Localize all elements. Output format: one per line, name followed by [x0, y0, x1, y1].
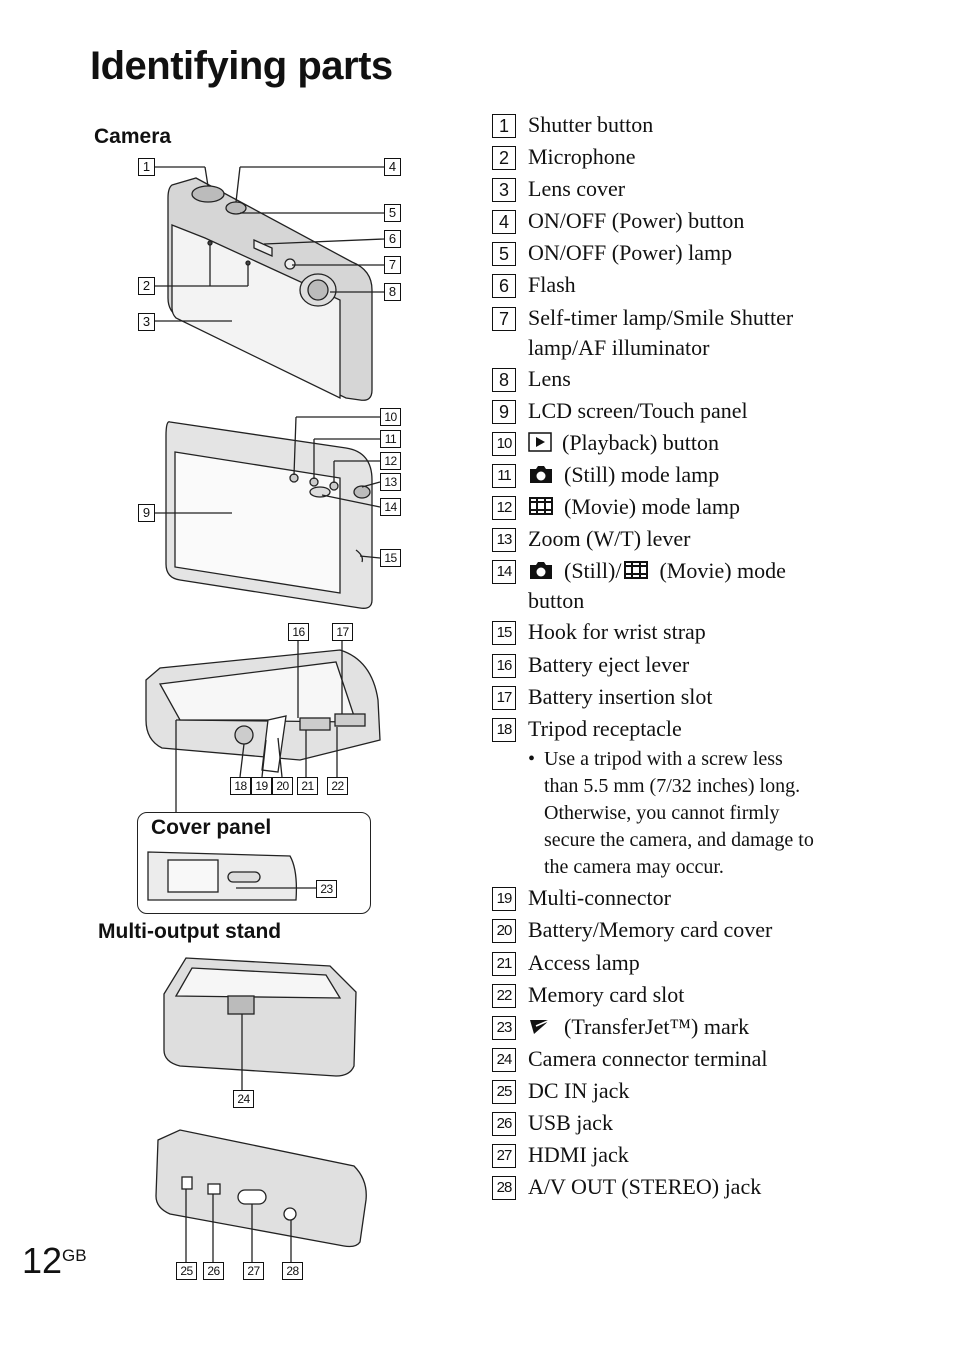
legend-text: Microphone — [528, 144, 636, 169]
legend-number: 16 — [492, 654, 516, 678]
legend-text: (Movie) mode lamp — [564, 494, 740, 519]
callout-7: 7 — [384, 256, 401, 274]
legend-text: Self-timer lamp/Smile Shutter — [528, 305, 794, 330]
callout-9: 9 — [138, 504, 155, 522]
playback-icon — [528, 430, 552, 460]
note-line: the camera may occur. — [544, 856, 724, 878]
legend-text: Battery/Memory card cover — [528, 917, 773, 942]
note-line: secure the camera, and damage to — [544, 829, 814, 851]
callout-10: 10 — [380, 408, 401, 426]
callout-22: 22 — [327, 777, 348, 795]
legend-text: (Still)/ — [564, 558, 622, 583]
legend-number: 3 — [492, 178, 516, 202]
callout-21: 21 — [297, 777, 318, 795]
legend-number: 6 — [492, 274, 516, 298]
legend-text: (Movie) mode — [659, 558, 786, 583]
film-icon — [623, 558, 649, 588]
legend-number: 7 — [492, 307, 516, 331]
legend-number: 15 — [492, 621, 516, 645]
callout-15: 15 — [380, 549, 401, 567]
legend-number: 25 — [492, 1080, 516, 1104]
legend-text: A/V OUT (STEREO) jack — [528, 1174, 762, 1199]
legend-number: 2 — [492, 146, 516, 170]
note-line: than 5.5 mm (7/32 inches) long. — [544, 775, 801, 797]
transferjet-icon — [528, 1014, 554, 1044]
legend-number: 17 — [492, 686, 516, 710]
legend-number: 12 — [492, 496, 516, 520]
stand-section-label: Multi-output stand — [98, 920, 282, 943]
note-line: Use a tripod with a screw less — [544, 748, 783, 770]
callout-4: 4 — [384, 158, 401, 176]
page-number — [22, 1240, 87, 1282]
camera-section-label: Camera — [94, 125, 172, 148]
legend-text-continuation: button — [528, 588, 585, 613]
legend-number: 13 — [492, 528, 516, 552]
legend-text: HDMI jack — [528, 1142, 629, 1167]
cover-panel-illustration — [148, 852, 316, 900]
legend-text-row — [528, 556, 928, 588]
legend-text: Multi-connector — [528, 885, 671, 910]
callout-8: 8 — [384, 283, 401, 301]
legend-text: Memory card slot — [528, 982, 685, 1007]
callout-20: 20 — [272, 777, 293, 795]
legend-number: 22 — [492, 984, 516, 1008]
legend-text: Battery eject lever — [528, 652, 690, 677]
legend-text: Flash — [528, 272, 576, 297]
camera-back-illustration — [155, 417, 380, 608]
legend-text: Access lamp — [528, 950, 640, 975]
legend-text: Hook for wrist strap — [528, 619, 706, 644]
cover-panel-label: Cover panel — [151, 816, 272, 839]
legend-text-continuation: lamp/AF illuminator — [528, 335, 710, 360]
stand-top-illustration — [164, 958, 356, 1090]
legend-number: 21 — [492, 952, 516, 976]
callout-12: 12 — [380, 452, 401, 470]
legend-number: 10 — [492, 432, 516, 456]
legend-number: 27 — [492, 1144, 516, 1168]
legend-text: Lens cover — [528, 176, 626, 201]
callout-3: 3 — [138, 313, 155, 331]
legend-number: 20 — [492, 919, 516, 943]
callout-2: 2 — [138, 277, 155, 295]
legend-number: 28 — [492, 1176, 516, 1200]
legend-text: (Still) mode lamp — [564, 462, 720, 487]
callout-24: 24 — [233, 1090, 254, 1108]
legend-text-row — [528, 428, 928, 460]
legend-text-row — [528, 1012, 928, 1044]
callout-1: 1 — [138, 158, 155, 176]
callout-17: 17 — [332, 623, 353, 641]
note-line: Otherwise, you cannot firmly — [544, 802, 780, 824]
camera-front-illustration — [155, 167, 384, 400]
legend-text: (Playback) button — [562, 430, 720, 455]
legend-text: Shutter button — [528, 112, 654, 137]
legend-text: USB jack — [528, 1110, 613, 1135]
legend-text: Tripod receptacle — [528, 716, 682, 741]
callout-6: 6 — [384, 230, 401, 248]
callout-5: 5 — [384, 204, 401, 222]
callout-16: 16 — [288, 623, 309, 641]
legend-text: Battery insertion slot — [528, 684, 713, 709]
legend-number: 4 — [492, 210, 516, 234]
callout-25: 25 — [176, 1262, 197, 1280]
legend-number: 24 — [492, 1048, 516, 1072]
callout-18: 18 — [230, 777, 251, 795]
callout-26: 26 — [203, 1262, 224, 1280]
legend-text: LCD screen/Touch panel — [528, 398, 748, 423]
legend-text: DC IN jack — [528, 1078, 630, 1103]
callout-19: 19 — [251, 777, 272, 795]
film-icon — [528, 494, 554, 524]
legend-number: 8 — [492, 368, 516, 392]
legend-number: 9 — [492, 400, 516, 424]
legend-text: ON/OFF (Power) button — [528, 208, 745, 233]
legend-number: 23 — [492, 1016, 516, 1040]
page-number-value: 12 — [22, 1240, 63, 1281]
callout-27: 27 — [243, 1262, 264, 1280]
legend-text: Zoom (W/T) lever — [528, 526, 691, 551]
page-title: Identifying parts — [90, 44, 393, 88]
note-text — [544, 746, 864, 881]
callout-14: 14 — [380, 498, 401, 516]
callout-23: 23 — [316, 880, 337, 898]
note-bullet: • — [528, 748, 536, 770]
legend-number: 19 — [492, 887, 516, 911]
page-number-suffix: GB — [62, 1246, 87, 1265]
legend-text: Camera connector terminal — [528, 1046, 768, 1071]
legend-text: (TransferJet™) mark — [564, 1014, 750, 1039]
callout-11: 11 — [380, 430, 401, 448]
legend-number: 5 — [492, 242, 516, 266]
legend-text: ON/OFF (Power) lamp — [528, 240, 733, 265]
legend-number: 14 — [492, 560, 516, 584]
camera-icon — [528, 462, 554, 492]
legend-number: 11 — [492, 464, 516, 488]
callout-13: 13 — [380, 473, 401, 491]
stand-back-illustration — [156, 1130, 366, 1262]
legend-number: 18 — [492, 718, 516, 742]
camera-icon — [528, 558, 554, 588]
legend-text-row — [528, 460, 928, 492]
legend-text: Lens — [528, 366, 571, 391]
legend-number: 26 — [492, 1112, 516, 1136]
callout-28: 28 — [282, 1262, 303, 1280]
legend-text-row — [528, 492, 928, 524]
legend-number: 1 — [492, 114, 516, 138]
